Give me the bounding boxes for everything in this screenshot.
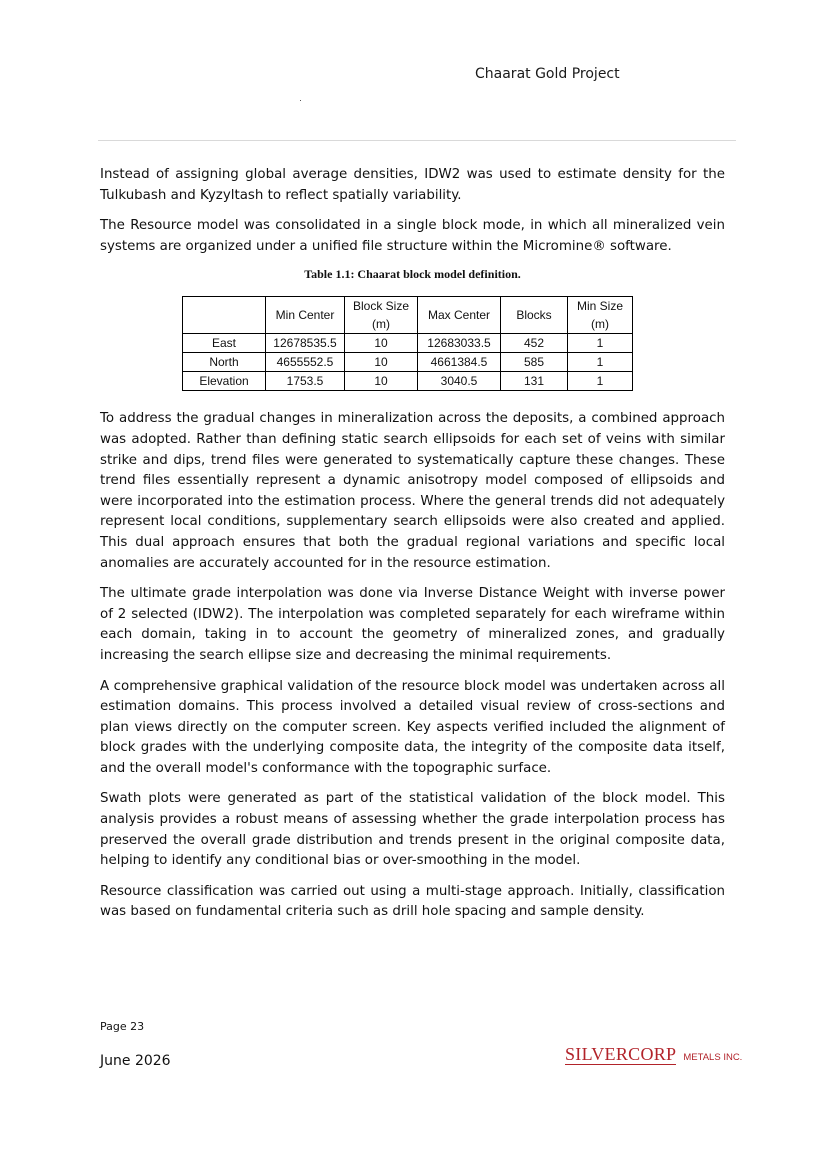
table-header-cell: [183, 297, 266, 334]
paragraph-density: Instead of assigning global average densities, IDW2 was used to estimate density for the Tulkubash and Kyzyltash to reflect spatially variability.: [100, 167, 725, 203]
header-mark: [300, 100, 301, 101]
table-cell: Elevation: [183, 372, 266, 391]
logo-wordmark: SILVERCORP: [565, 1044, 677, 1064]
table-cell: 585: [501, 353, 568, 372]
logo-subtitle: METALS INC.: [683, 1052, 743, 1063]
table-cell: 10: [345, 372, 418, 391]
table-cell: North: [183, 353, 266, 372]
paragraph-grade-interpolation: The ultimate grade interpolation was done via Inverse Distance Weight with inverse power of 2 selected (IDW2). The interpolation was completed separately for each wireframe within each domain, taking in to account the geometry of mineralized zones, and gradually increasing the search ellipse size and decreasing the minimal requirements.: [100, 586, 725, 663]
document-date: June 2026: [100, 1053, 171, 1069]
table-caption: Table 1.1: Chaarat block model definition.: [304, 267, 521, 282]
table-cell: 12678535.5: [266, 334, 345, 353]
table-cell: 3040.5: [418, 372, 501, 391]
table-header-row: [183, 297, 633, 334]
paragraph-classification: Resource classification was carried out using a multi-stage approach. Initially, classification was based on fundamental criteria such as drill hole spacing and sample density.: [100, 883, 725, 920]
body-content: [100, 165, 725, 933]
table-header-cell: Min Center: [266, 297, 345, 334]
table-cell: 1753.5: [266, 372, 345, 391]
block-model-table: [182, 296, 633, 391]
table-cell: 4655552.5: [266, 353, 345, 372]
paragraph-swath-plots: Swath plots were generated as part of the statistical validation of the block model. This analysis provides a robust means of assessing whether the grade interpolation process has preserved the overall grade distribution and trends present in the original composite data, helping to identify any conditional bias or over-smoothing in the model.: [100, 791, 725, 869]
table-cell: 1: [568, 372, 633, 391]
table-row: [183, 353, 633, 372]
table-cell: 10: [345, 353, 418, 372]
table-cell: East: [183, 334, 266, 353]
table-row: [183, 372, 633, 391]
header-title: Chaarat Gold Project: [475, 66, 620, 82]
table-cell: 452: [501, 334, 568, 353]
table-row: [183, 334, 633, 353]
table-cell: 10: [345, 334, 418, 353]
paragraph-graphical-validation: A comprehensive graphical validation of the resource block model was undertaken across all estimation domains. This process involved a detailed visual review of cross-sections and plan views directly on the computer screen. Key aspects verified included the alignment of block grades with the underlying composite data, the integrity of the composite data itself, and the overall model's conformance with the topographic surface.: [100, 678, 725, 776]
table-cell: 1: [568, 334, 633, 353]
paragraph-resource-model: The Resource model was consolidated in a single block mode, in which all mineralized vein systems are organized under a unified file structure within the Micromine® software.: [100, 218, 725, 254]
table-header-cell: Min Size (m): [568, 297, 633, 334]
table-header-cell: Block Size (m): [345, 297, 418, 334]
table-cell: 1: [568, 353, 633, 372]
paragraph-trend-files: To address the gradual changes in mineralization across the deposits, a combined approach was adopted. Rather than defining static search ellipsoids for each set of veins with similar strike and dips, trend files were generated to systematically capture these changes. These trend files essentially represent a dynamic anisotropy model composed of ellipsoids and were incorporated into the estimation process. Where the general trends did not adequately represent local conditions, supplementary search ellipsoids were also created and applied. This dual approach ensures that both the gradual regional variations and specific local anomalies are accurately accounted for in the resource estimation.: [100, 411, 725, 571]
table-header-cell: Blocks: [501, 297, 568, 334]
header-divider: [98, 140, 736, 141]
table-cell: 12683033.5: [418, 334, 501, 353]
page-number: Page 23: [100, 1020, 145, 1033]
silvercorp-logo: [565, 1044, 742, 1065]
table-cell: 4661384.5: [418, 353, 501, 372]
table-cell: 131: [501, 372, 568, 391]
table-header-cell: Max Center: [418, 297, 501, 334]
